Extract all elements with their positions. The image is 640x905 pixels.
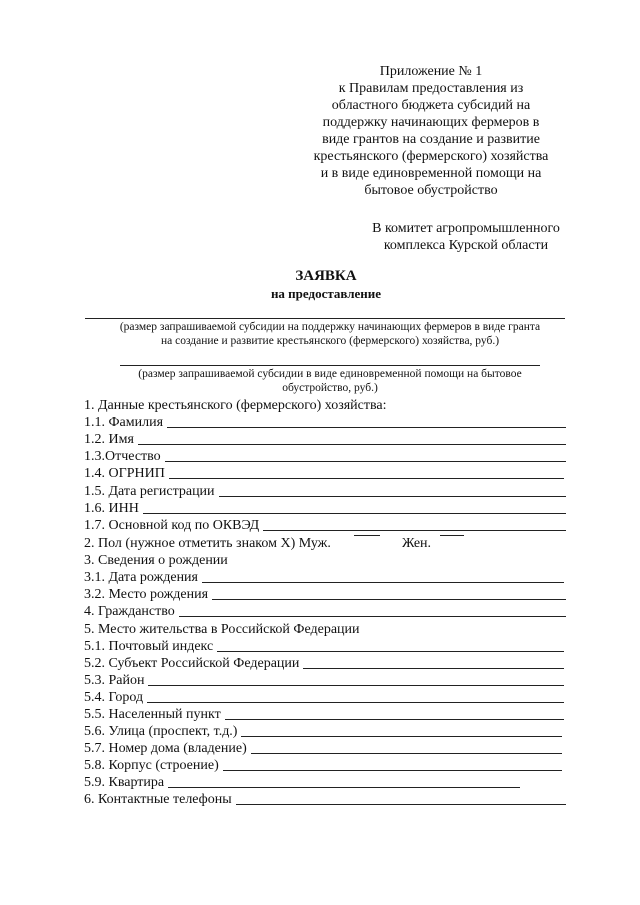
gender-male-blank[interactable]: [354, 535, 380, 536]
section-birth-info: 3. Сведения о рождении: [84, 553, 228, 568]
house-number-input-line[interactable]: [251, 753, 562, 754]
field-label: 3.1. Дата рождения: [84, 570, 198, 585]
field-label: 1.7. Основной код по ОКВЭД: [84, 518, 260, 533]
field-apartment: [84, 774, 520, 791]
field-label: 5.8. Корпус (строение): [84, 758, 219, 773]
field-city: [84, 689, 564, 706]
document-subtitle: на предоставление: [270, 286, 382, 301]
appendix-line: к Правилам предоставления из: [338, 81, 524, 96]
city-input-line[interactable]: [147, 702, 564, 703]
building-input-line[interactable]: [223, 770, 562, 771]
field-house-number: [84, 740, 562, 757]
field-surname: [84, 414, 566, 431]
field-citizenship: [84, 603, 566, 620]
field-label: 1.1. Фамилия: [84, 415, 164, 430]
field-label: 3.2. Место рождения: [84, 587, 209, 602]
citizenship-input-line[interactable]: [179, 616, 566, 617]
field-label: 1.2. Имя: [84, 432, 134, 447]
registration-date-input-line[interactable]: [219, 496, 566, 497]
field-label: 1.4. ОГРНИП: [84, 466, 165, 481]
aid-amount-line[interactable]: [120, 365, 540, 366]
birth-date-input-line[interactable]: [202, 582, 564, 583]
field-label: 5.4. Город: [84, 690, 144, 705]
document-title: ЗАЯВКА: [295, 268, 357, 284]
inn-input-line[interactable]: [143, 513, 566, 514]
field-label: 5.1. Почтовый индекс: [84, 639, 214, 654]
recipient-line: В комитет агропромышленного: [372, 221, 560, 236]
patronymic-input-line[interactable]: [165, 461, 566, 462]
district-input-line[interactable]: [148, 685, 564, 686]
appendix-line: Приложение № 1: [379, 64, 483, 79]
field-label: 1.6. ИНН: [84, 501, 139, 516]
field-district: [84, 672, 564, 689]
field-inn: [84, 500, 566, 517]
field-label: 5.3. Район: [84, 673, 145, 688]
field-ogrnip: [84, 465, 564, 482]
gender-prompt: 2. Пол (нужное отметить знаком Х) Муж.: [84, 536, 331, 551]
recipient-line: комплекса Курской области: [383, 238, 549, 253]
section-farm-data: 1. Данные крестьянского (фермерского) хозяйства:: [84, 398, 387, 413]
region-input-line[interactable]: [303, 668, 564, 669]
field-label: 1.5. Дата регистрации: [84, 484, 215, 499]
field-label: 4. Гражданство: [84, 604, 175, 619]
gender-female-label: Жен.: [402, 536, 432, 551]
appendix-line: областного бюджета субсидий на: [331, 98, 531, 113]
grant-note-line: на создание и развитие крестьянского (фермерского) хозяйства, руб.): [160, 335, 500, 347]
okved-input-line[interactable]: [263, 530, 566, 531]
field-label: 5.5. Населенный пункт: [84, 707, 221, 722]
phones-input-line[interactable]: [236, 804, 566, 805]
field-okved: [84, 517, 566, 534]
surname-input-line[interactable]: [167, 427, 566, 428]
field-registration-date: [84, 483, 566, 500]
field-first-name: [84, 431, 566, 448]
field-label: 5.6. Улица (проспект, т.д.): [84, 724, 238, 739]
field-label: 5.9. Квартира: [84, 775, 165, 790]
field-label: 6. Контактные телефоны: [84, 792, 232, 807]
appendix-line: и в виде единовременной помощи на: [320, 166, 542, 181]
field-building: [84, 757, 562, 774]
gender-female-blank[interactable]: [440, 535, 464, 536]
field-region: [84, 655, 564, 672]
settlement-input-line[interactable]: [225, 719, 564, 720]
appendix-line: бытовое обустройство: [364, 183, 498, 198]
field-label: 5.7. Номер дома (владение): [84, 741, 247, 756]
aid-note-line: обустройство, руб.): [282, 382, 378, 394]
grant-amount-line[interactable]: [85, 318, 565, 319]
field-birth-date: [84, 569, 564, 586]
apartment-input-line[interactable]: [168, 787, 520, 788]
first-name-input-line[interactable]: [138, 444, 566, 445]
grant-amount-note: [60, 320, 600, 348]
field-postal-code: [84, 638, 564, 655]
ogrnip-input-line[interactable]: [169, 478, 564, 479]
appendix-line: виде грантов на создание и развитие: [322, 132, 540, 147]
birth-place-input-line[interactable]: [212, 599, 566, 600]
field-label: 1.3.Отчество: [84, 449, 161, 464]
street-input-line[interactable]: [241, 736, 562, 737]
field-settlement: [84, 706, 564, 723]
postal-code-input-line[interactable]: [217, 651, 564, 652]
section-residence: 5. Место жительства в Российской Федерации: [84, 622, 360, 637]
recipient-address: [356, 220, 576, 254]
appendix-header: [300, 63, 562, 199]
appendix-line: поддержку начинающих фермеров в: [322, 115, 540, 130]
field-phones: [84, 791, 566, 808]
grant-note-line: (размер запрашиваемой субсидии на поддержку начинающих фермеров в виде гранта: [119, 321, 541, 333]
field-street: [84, 723, 562, 740]
field-patronymic: [84, 448, 566, 465]
aid-note-line: (размер запрашиваемой субсидии в виде единовременной помощи на бытовое: [138, 368, 522, 380]
aid-amount-note: [80, 367, 580, 395]
appendix-line: крестьянского (фермерского) хозяйства: [313, 149, 549, 164]
field-gender: [84, 535, 484, 552]
field-label: 5.2. Субъект Российской Федерации: [84, 656, 300, 671]
field-birth-place: [84, 586, 566, 603]
